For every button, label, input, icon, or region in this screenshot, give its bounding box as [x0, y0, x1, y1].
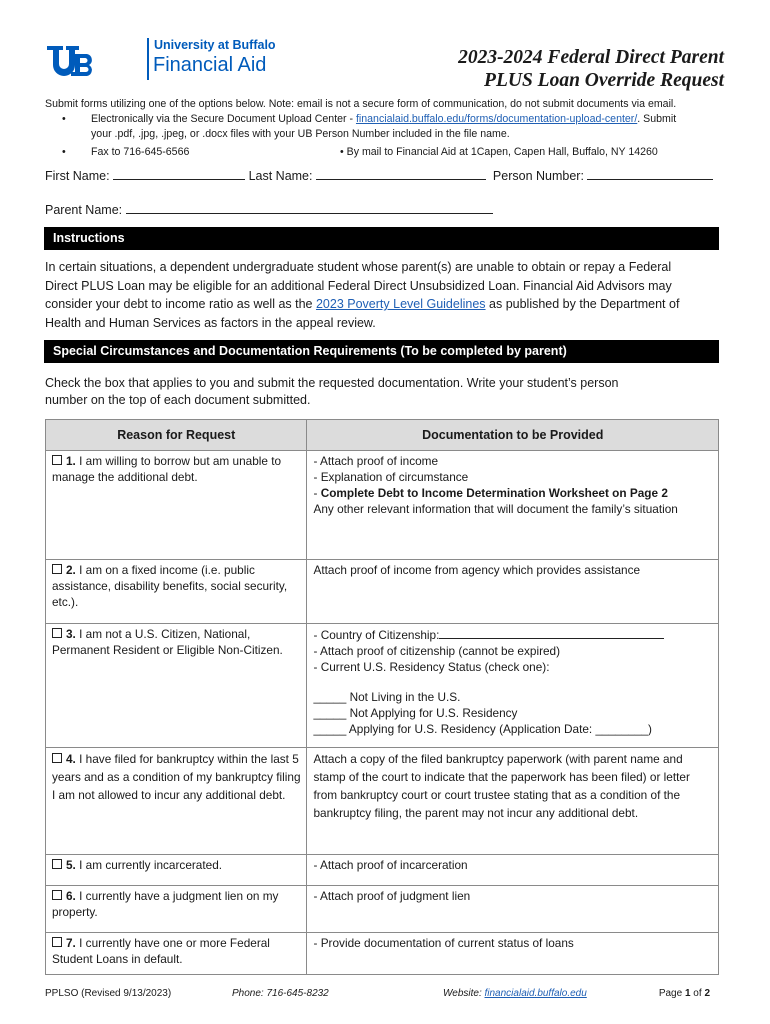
reason-7-checkbox[interactable]	[52, 937, 62, 947]
ub-financial-aid-logo	[47, 38, 276, 84]
instructions-heading: Instructions	[44, 227, 719, 250]
residency-option-applying[interactable]: _____ Applying for U.S. Residency (Application Date: ________)	[313, 722, 652, 736]
parent-name-label: Parent Name:	[45, 203, 123, 217]
last-name-field[interactable]	[316, 167, 486, 180]
table-row	[46, 624, 719, 748]
reason-1-checkbox[interactable]	[52, 455, 62, 465]
footer-phone: Phone: 716-645-8232	[232, 988, 329, 999]
reason-6-checkbox[interactable]	[52, 890, 62, 900]
reason-2-checkbox[interactable]	[52, 564, 62, 574]
documentation-column-header: Documentation to be Provided	[307, 420, 719, 451]
reason-5-checkbox[interactable]	[52, 859, 62, 869]
special-circumstances-heading: Special Circumstances and Documentation Requirements (To be completed by parent)	[44, 340, 719, 363]
table-row	[46, 748, 719, 855]
bullet-dot: •	[62, 113, 66, 125]
instructions-text: In certain situations, a dependent undergraduate student whose parent(s) are unable to obtain or repay a Federal Direct PLUS Loan may be eligible for an additional Federal Direct Unsubsidized Loan. Financial Aid Advisors may consider your debt to income ratio as well as the 2023 Poverty Level Guidelines as published by the Department of Health and Human Services as factors in the appeal review.	[45, 260, 680, 330]
table-row	[46, 886, 719, 933]
reason-cell: 7. I currently have one or more Federal Student Loans in default.	[46, 933, 307, 975]
residency-option-not-applying[interactable]: _____ Not Applying for U.S. Residency	[313, 706, 518, 720]
country-of-citizenship-field[interactable]	[439, 626, 664, 639]
submit-online-option: Electronically via the Secure Document Upload Center - financialaid.buffalo.edu/forms/documentation-upload-center/. Submit	[91, 113, 677, 125]
documentation-cell: - Provide documentation of current status of loans	[307, 933, 719, 975]
footer-page-number: Page 1 of 2	[658, 988, 710, 999]
logo-university-text: University at Buffalo	[154, 38, 276, 52]
requirements-table	[45, 419, 719, 975]
upload-center-link[interactable]: financialaid.buffalo.edu/forms/documentation-upload-center/	[355, 113, 638, 125]
footer-website: Website: financialaid.buffalo.edu	[443, 988, 587, 999]
form-title	[458, 46, 724, 92]
reason-cell: 6. I currently have a judgment lien on my property.	[46, 886, 307, 933]
reason-column-header: Reason for Request	[46, 420, 307, 451]
poverty-guidelines-link[interactable]: 2023 Poverty Level Guidelines	[315, 297, 486, 311]
form-title-line1: 2023-2024 Federal Direct Parent	[458, 47, 724, 68]
submit-mail-option: • By mail to Financial Aid at 1Capen, Capen Hall, Buffalo, NY 14260	[340, 146, 658, 158]
documentation-cell: Attach proof of income from agency which provides assistance	[307, 560, 719, 624]
name-fields-row	[45, 167, 713, 183]
residency-option-not-living[interactable]: _____ Not Living in the U.S.	[313, 690, 461, 704]
documentation-cell: - Attach proof of judgment lien	[307, 886, 719, 933]
reason-cell: 1. I am willing to borrow but am unable to manage the additional debt.	[46, 451, 307, 560]
table-row	[46, 560, 719, 624]
footer-form-id: PPLSO (Revised 9/13/2023)	[45, 988, 172, 999]
table-row	[46, 451, 719, 560]
documentation-cell: - Attach proof of incarceration	[307, 855, 719, 886]
reason-cell: 3. I am not a U.S. Citizen, National, Permanent Resident or Eligible Non-Citizen.	[46, 624, 307, 748]
documentation-cell: - Country of Citizenship: - Attach proof of citizenship (cannot be expired) - Current U.S. Residency Status (check one): _____ Not Living in the U.S. _____ Not Applying for U.S. Residency _____ Applying for U.S. Residency (Application Date: ________)	[307, 624, 719, 748]
person-number-field[interactable]	[587, 167, 713, 180]
reason-3-checkbox[interactable]	[52, 628, 62, 638]
first-name-field[interactable]	[113, 167, 245, 180]
last-name-label: Last Name:	[248, 169, 313, 183]
first-name-label: First Name:	[45, 169, 110, 183]
footer-website-link[interactable]: financialaid.buffalo.edu	[484, 988, 587, 999]
parent-name-field[interactable]	[126, 201, 493, 214]
parent-name-row	[45, 201, 493, 217]
reason-cell: 2. I am on a fixed income (i.e. public assistance, disability benefits, social security, etc.).	[46, 560, 307, 624]
bullet-dot: •	[62, 146, 66, 158]
form-title-line2: PLUS Loan Override Request	[484, 70, 724, 91]
table-row	[46, 855, 719, 886]
ub-logo-icon	[47, 46, 95, 76]
person-number-label: Person Number:	[492, 169, 584, 183]
special-circumstances-text: Check the box that applies to you and submit the requested documentation. Write your student’s person number on the top of each document submitted.	[45, 376, 619, 407]
reason-cell: 5. I am currently incarcerated.	[46, 855, 307, 886]
documentation-cell: Attach a copy of the filed bankruptcy paperwork (with parent name and stamp of the court to indicate that the paperwork has been filed) or letter from bankruptcy court or court trustee stating that as a condition of the bankruptcy filing, the parent may not incur any additional debt.	[307, 748, 719, 855]
submit-online-option-line2: your .pdf, .jpg, .jpeg, or .docx files with your UB Person Number included in the file name.	[91, 128, 510, 140]
table-row	[46, 933, 719, 975]
logo-department-text: Financial Aid	[153, 54, 267, 76]
reason-4-checkbox[interactable]	[52, 753, 62, 763]
submit-intro: Submit forms utilizing one of the options below. Note: email is not a secure form of communication, do not submit documents via email.	[45, 98, 677, 110]
reason-cell: 4. I have filed for bankruptcy within the last 5 years and as a condition of my bankruptcy filing I am not allowed to incur any additional debt.	[46, 748, 307, 855]
submit-fax-option: Fax to 716-645-6566	[91, 146, 190, 158]
documentation-cell: - Attach proof of income - Explanation of circumstance - Complete Debt to Income Determination Worksheet on Page 2 Any other relevant information that will document the family’s situation	[307, 451, 719, 560]
logo-divider	[147, 38, 149, 80]
